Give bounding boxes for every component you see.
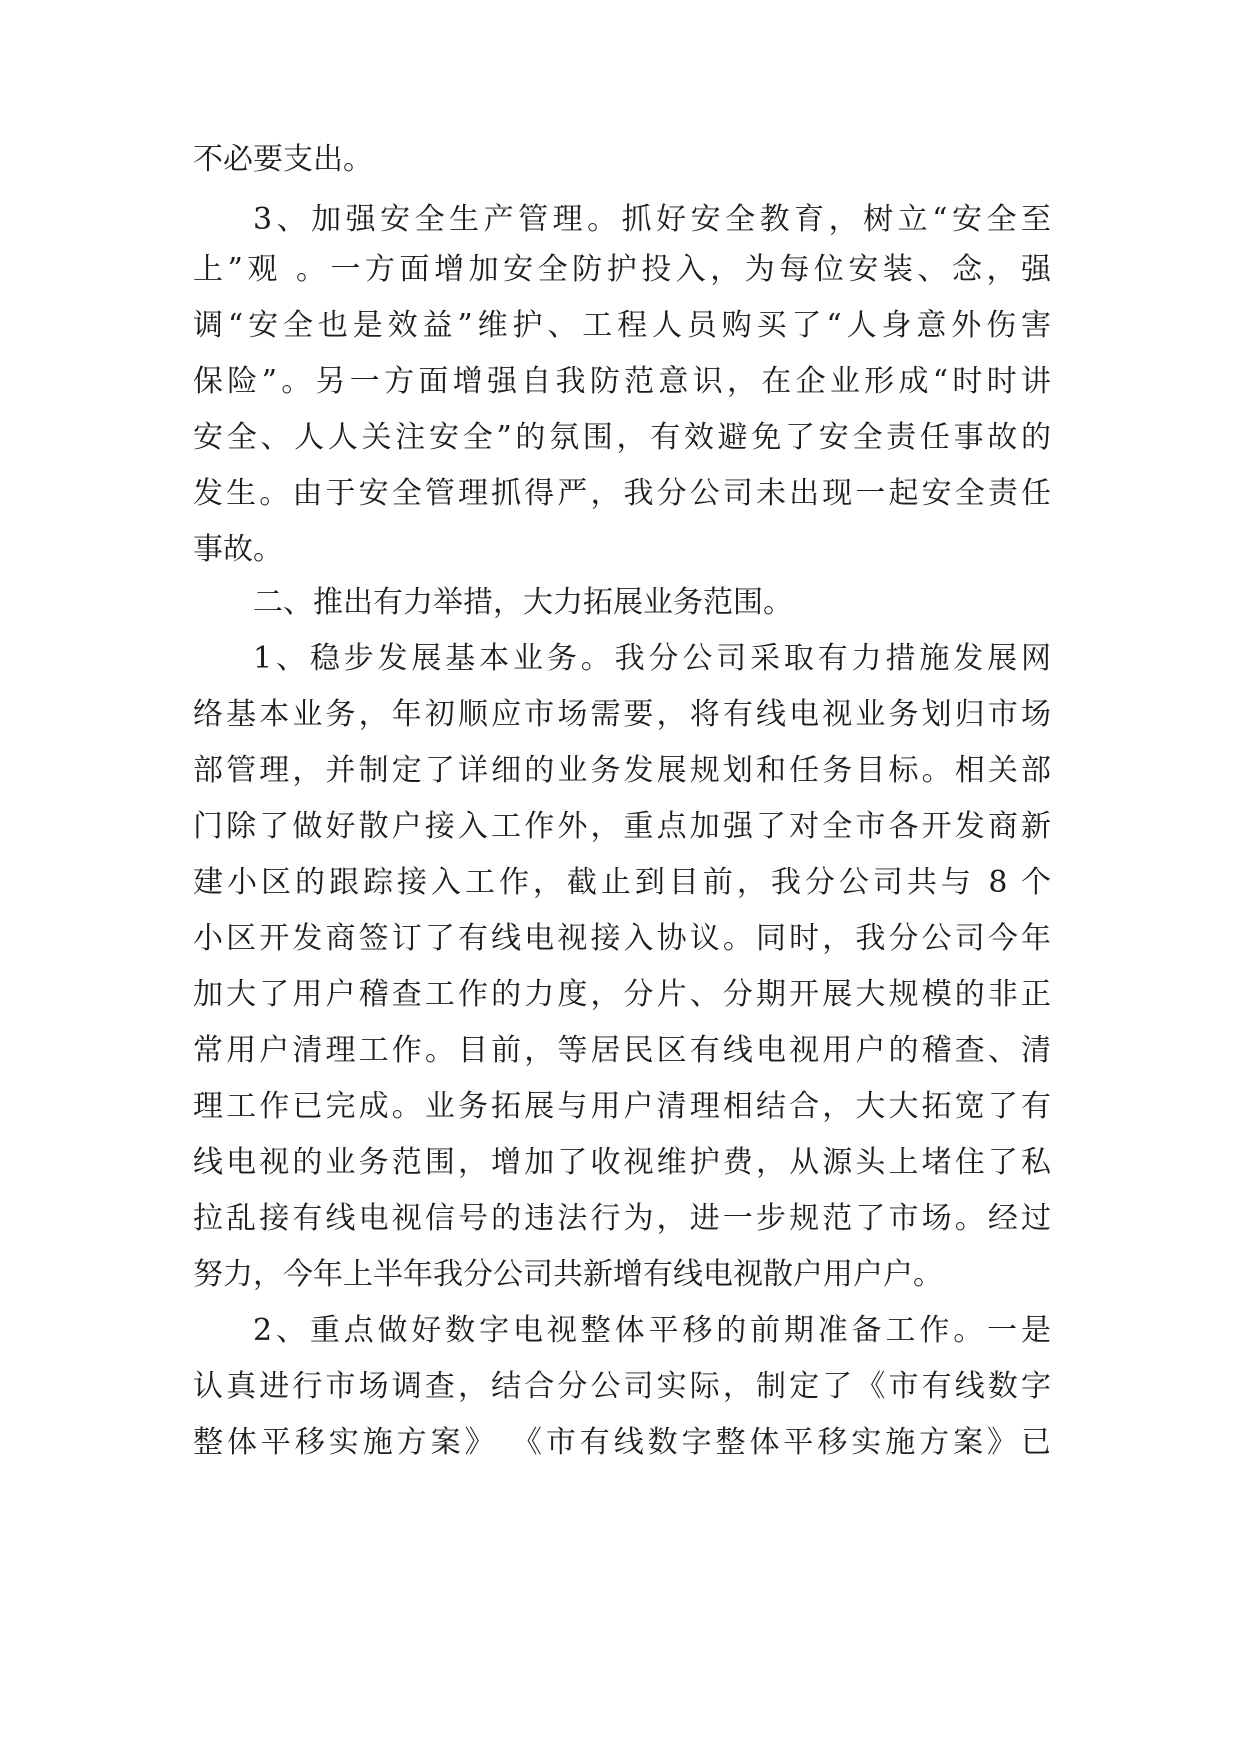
text-line: 1、稳步发展基本业务。我分公司采取有力措施发展网 <box>253 641 1051 676</box>
text-line: 线电视的业务范围，增加了收视维护费，从源头上堵住了私 <box>193 1145 1051 1180</box>
text-line: 上”观 。一方面增加安全防护投入，为每位安装、念，强 <box>193 252 1051 287</box>
text-line: 2、重点做好数字电视整体平移的前期准备工作。一是 <box>253 1313 1051 1348</box>
text-line: 事故。 <box>193 532 283 567</box>
text-line: 认真进行市场调查，结合分公司实际，制定了《市有线数字 <box>193 1369 1051 1404</box>
text-line: 门除了做好散户接入工作外，重点加强了对全市各开发商新 <box>193 809 1051 844</box>
section-heading: 二、推出有力举措，大力拓展业务范围。 <box>253 585 793 620</box>
text-line: 发生。由于安全管理抓得严，我分公司未出现一起安全责任 <box>193 476 1051 511</box>
text-line: 小区开发商签订了有线电视接入协议。同时，我分公司今年 <box>193 921 1051 956</box>
text-line: 保险”。另一方面增强自我防范意识，在企业形成“时时讲 <box>193 364 1051 399</box>
text-line: 络基本业务，年初顺应市场需要，将有线电视业务划归市场 <box>193 697 1051 732</box>
text-line: 拉乱接有线电视信号的违法行为，进一步规范了市场。经过 <box>193 1201 1051 1236</box>
text-line: 安全、人人关注安全”的氛围，有效避免了安全责任事故的 <box>193 420 1051 455</box>
text-line: 整体平移实施方案》 《市有线数字整体平移实施方案》已 <box>193 1425 1051 1460</box>
text-line: 加大了用户稽查工作的力度，分片、分期开展大规模的非正 <box>193 977 1051 1012</box>
text-line: 3、加强安全生产管理。抓好安全教育，树立“安全至 <box>253 202 1051 237</box>
text-line: 不必要支出。 <box>193 142 373 177</box>
text-line: 理工作已完成。业务拓展与用户清理相结合，大大拓宽了有 <box>193 1089 1051 1124</box>
text-line: 建小区的跟踪接入工作，截止到目前，我分公司共与 8 个 <box>193 865 1051 900</box>
text-line: 调“安全也是效益”维护、工程人员购买了“人身意外伤害 <box>193 308 1051 343</box>
text-line: 努力，今年上半年我分公司共新增有线电视散户用户户。 <box>193 1257 943 1292</box>
text-line: 常用户清理工作。目前，等居民区有线电视用户的稽查、清 <box>193 1033 1051 1068</box>
text-line: 部管理，并制定了详细的业务发展规划和任务目标。相关部 <box>193 753 1051 788</box>
